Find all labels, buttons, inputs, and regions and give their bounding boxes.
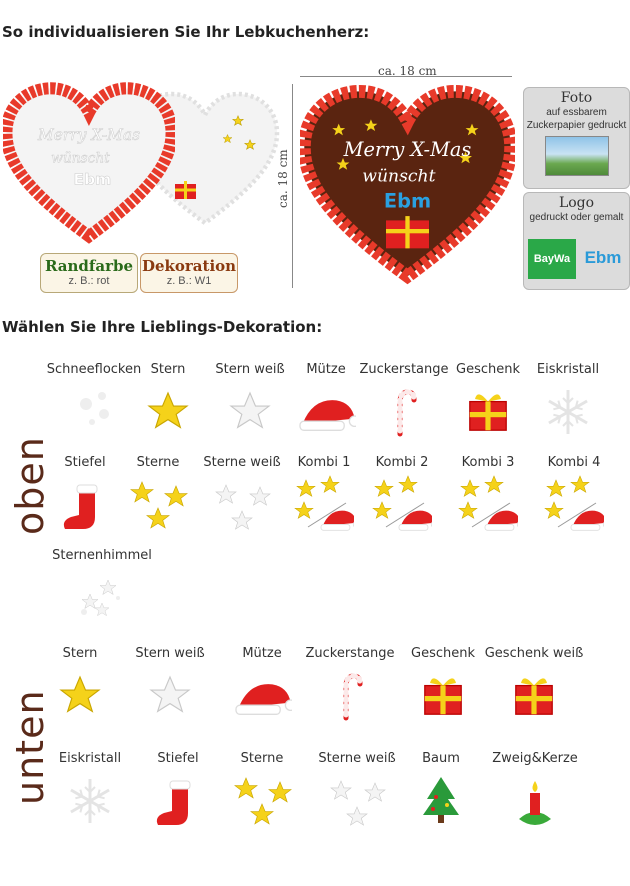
oben-item-label-1: Stern	[150, 362, 186, 377]
decoration-heading: Wählen Sie Ihre Lieblings-Dekoration:	[2, 318, 323, 336]
oben-item-label-7: Stiefel	[64, 455, 106, 470]
dekoration-example: z. B.: W1	[166, 275, 212, 287]
dekoration-title: Dekoration	[141, 257, 237, 275]
unten-item-label-6: Eiskristall	[58, 751, 122, 766]
gift-icon[interactable]	[413, 666, 473, 726]
boot-icon[interactable]	[148, 771, 208, 831]
oben-item-label-3: Mütze	[306, 362, 346, 377]
candy-cane-icon[interactable]	[374, 382, 434, 442]
oben-item-label-13: Kombi 4	[547, 455, 601, 470]
unten-item-label-7: Stiefel	[157, 751, 199, 766]
star-icon[interactable]	[50, 666, 110, 726]
stars-icon[interactable]	[232, 771, 292, 831]
combo-icon[interactable]	[544, 475, 604, 535]
heart-text-line2: wünscht	[362, 166, 436, 187]
oben-item-label-4: Zuckerstange	[359, 362, 449, 377]
baywa-logo: BayWa	[528, 239, 576, 279]
combo-icon[interactable]	[458, 475, 518, 535]
dekoration-tag	[140, 253, 238, 293]
foto-line2: Zuckerpapier gedruckt	[526, 120, 627, 131]
logo-title: Logo	[558, 195, 595, 211]
height-measure	[292, 84, 299, 288]
oben-item-label-14: Sternenhimmel	[52, 548, 152, 563]
foto-title: Foto	[560, 90, 593, 106]
logo-line1: gedruckt oder gemalt	[529, 212, 624, 223]
unten-item-label-5: Geschenk weiß	[484, 646, 584, 661]
oben-item-label-11: Kombi 2	[375, 455, 429, 470]
svg-text:Ebm: Ebm	[73, 170, 112, 189]
oben-item-label-8: Sterne	[136, 455, 180, 470]
unten-item-label-1: Stern weiß	[135, 646, 205, 661]
unten-item-label-0: Stern	[62, 646, 98, 661]
randfarbe-title: Randfarbe	[44, 257, 134, 275]
unten-item-label-9: Sterne weiß	[318, 751, 396, 766]
oben-item-label-9: Sterne weiß	[203, 455, 281, 470]
unten-item-label-2: Mütze	[242, 646, 282, 661]
width-label: ca. 18 cm	[378, 64, 437, 78]
unten-item-label-10: Baum	[422, 751, 460, 766]
foto-line1: auf essbarem	[546, 107, 607, 118]
family-photo-image	[545, 136, 609, 176]
unten-item-label-4: Geschenk	[411, 646, 475, 661]
combo-icon[interactable]	[294, 475, 354, 535]
logo-panel	[523, 192, 630, 290]
white-star-icon[interactable]	[140, 666, 200, 726]
svg-text:Merry X-Mas: Merry X-Mas	[37, 125, 141, 144]
height-label: ca. 18 cm	[276, 149, 290, 208]
white-gift-icon[interactable]	[504, 666, 564, 726]
heart-text-line1: Merry X-Mas	[343, 137, 472, 161]
heart-text-line3: Ebm	[383, 189, 432, 213]
oben-item-label-2: Stern weiß	[215, 362, 285, 377]
ice-crystal-icon[interactable]	[538, 382, 598, 442]
ice-crystal-icon[interactable]	[60, 771, 120, 831]
oben-item-label-12: Kombi 3	[461, 455, 515, 470]
snowflakes-icon[interactable]	[64, 382, 124, 442]
oben-item-label-5: Geschenk	[456, 362, 520, 377]
star-icon[interactable]	[138, 382, 198, 442]
oben-item-label-10: Kombi 1	[297, 455, 351, 470]
section-unten: unten	[8, 689, 52, 805]
unten-item-label-3: Zuckerstange	[305, 646, 395, 661]
stars-icon[interactable]	[128, 475, 188, 535]
oben-item-label-0: Schneeflocken	[46, 362, 142, 377]
starry-sky-icon[interactable]	[72, 568, 132, 628]
santa-hat-icon[interactable]	[296, 382, 356, 442]
boot-icon[interactable]	[55, 475, 115, 535]
oben-item-label-6: Eiskristall	[536, 362, 600, 377]
randfarbe-tag	[40, 253, 138, 293]
svg-text:wünscht: wünscht	[51, 150, 110, 167]
section-oben: oben	[8, 436, 52, 535]
red-border-heart-image	[3, 80, 175, 248]
gingerbread-heart-image	[300, 80, 515, 292]
foto-panel	[523, 87, 630, 189]
gift-icon[interactable]	[458, 382, 518, 442]
candy-cane-icon[interactable]	[320, 666, 380, 726]
unten-item-label-11: Zweig&Kerze	[492, 751, 578, 766]
tree-icon[interactable]	[411, 771, 471, 831]
candle-icon[interactable]	[505, 771, 565, 831]
ebm-logo: Ebm	[584, 248, 622, 267]
santa-hat-icon[interactable]	[232, 666, 292, 726]
white-stars-icon[interactable]	[212, 475, 272, 535]
combo-icon[interactable]	[372, 475, 432, 535]
customize-heading: So individualisieren Sie Ihr Lebkuchenherz:	[2, 23, 370, 41]
white-stars-icon[interactable]	[327, 771, 387, 831]
randfarbe-example: z. B.: rot	[68, 275, 110, 287]
unten-item-label-8: Sterne	[240, 751, 284, 766]
white-star-icon[interactable]	[220, 382, 280, 442]
